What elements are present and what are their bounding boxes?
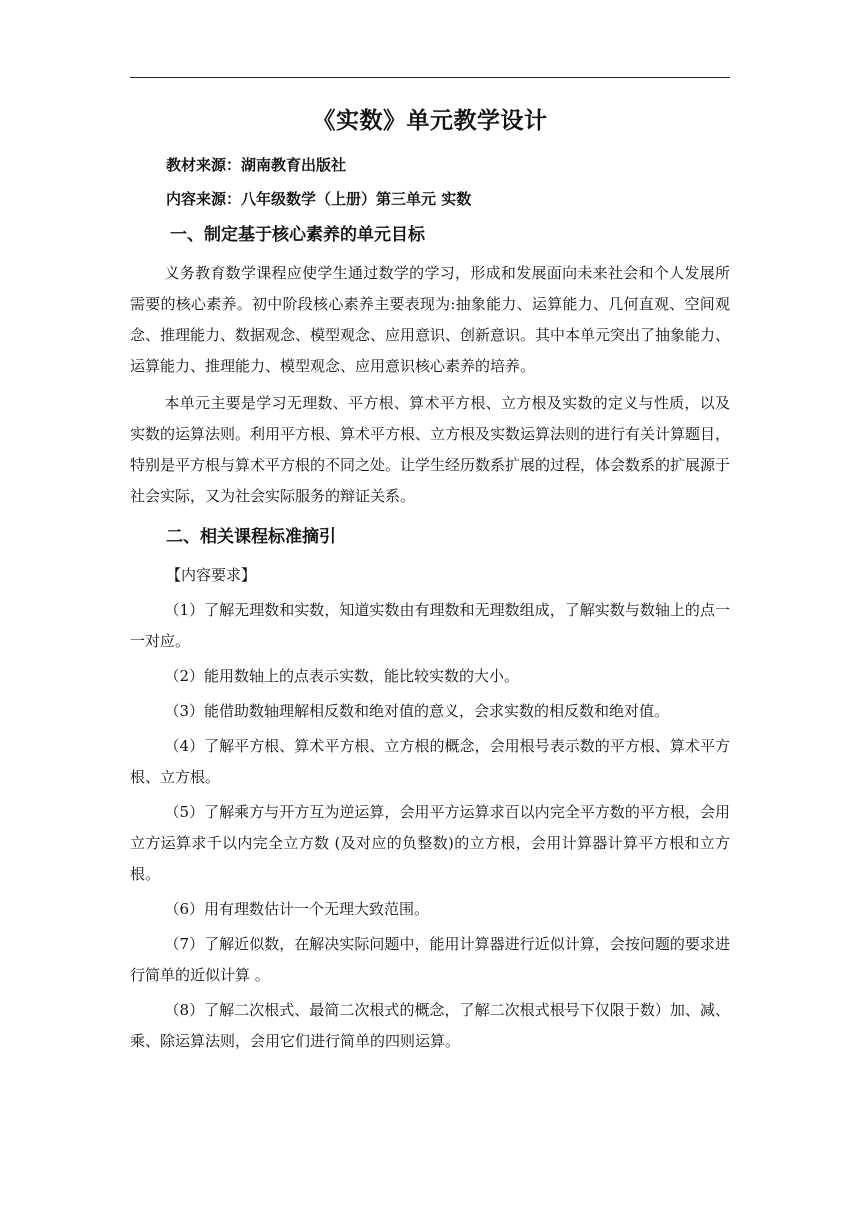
content-requirements-label: 【内容要求】 — [166, 566, 257, 584]
requirement-item: （6）用有理数估计一个无理大致范围。 — [164, 900, 430, 918]
requirement-item: （7）了解近似数，在解决实际问题中，能用计算器进行近似计算，会按问题的要求进行简单的近似计算 。 — [130, 935, 730, 984]
requirement-item: （4）了解平方根、算术平方根、立方根的概念，会用根号表示数的平方根、算术平方根、立方根。 — [130, 737, 730, 786]
document-title: 《实数》单元教学设计 — [312, 108, 548, 134]
textbook-source: 教材来源：湖南教育出版社 — [166, 156, 347, 174]
requirement-item: （3）能借助数轴理解相反数和绝对值的意义，会求实数的相反数和绝对值。 — [164, 702, 670, 720]
requirement-item: （8）了解二次根式、最简二次根式的概念，了解二次根式根号下仅限于数）加、减、乘、除运算法则，会用它们进行简单的四则运算。 — [130, 1001, 730, 1050]
requirement-item: （2）能用数轴上的点表示实数，能比较实数的大小。 — [164, 667, 520, 685]
document-body — [130, 98, 730, 1061]
section-2-heading: 二、相关课程标准摘引 — [166, 527, 336, 547]
header-rule — [130, 77, 730, 78]
requirement-item: （5）了解乘方与开方互为逆运算，会用平方运算求百以内完全平方数的平方根，会用立方运算求千以内完全立方数 (及对应的负整数)的立方根，会用计算器计算平方根和立方根。 — [130, 803, 730, 883]
section-1-paragraph: 本单元主要是学习无理数、平方根、算术平方根、立方根及实数的定义与性质，以及实数的运算法则。利用平方根、算术平方根、立方根及实数运算法则的进行有关计算题目，特别是平方根与算术平方根的不同之处。让学生经历数系扩展的过程，体会数系的扩展源于社会实际，又为社会实际服务的辩证关系。 — [130, 394, 731, 505]
section-1-paragraph: 义务教育数学课程应使学生通过数学的学习，形成和发展面向未来社会和个人发展所需要的核心素养。初中阶段核心素养主要表现为:抽象能力、运算能力、几何直观、空间观念、推理能力、数据观念、模型观念、应用意识、创新意识。其中本单元突出了抽象能力、运算能力、推理能力、模型观念、应用意识核心素养的培养。 — [130, 264, 731, 375]
section-1-heading: 一、制定基于核心素养的单元目标 — [170, 225, 425, 245]
requirement-item: （1）了解无理数和实数，知道实数由有理数和无理数组成，了解实数与数轴上的点一一对应。 — [130, 601, 730, 650]
content-source: 内容来源：八年级数学（上册）第三单元 实数 — [166, 190, 472, 208]
